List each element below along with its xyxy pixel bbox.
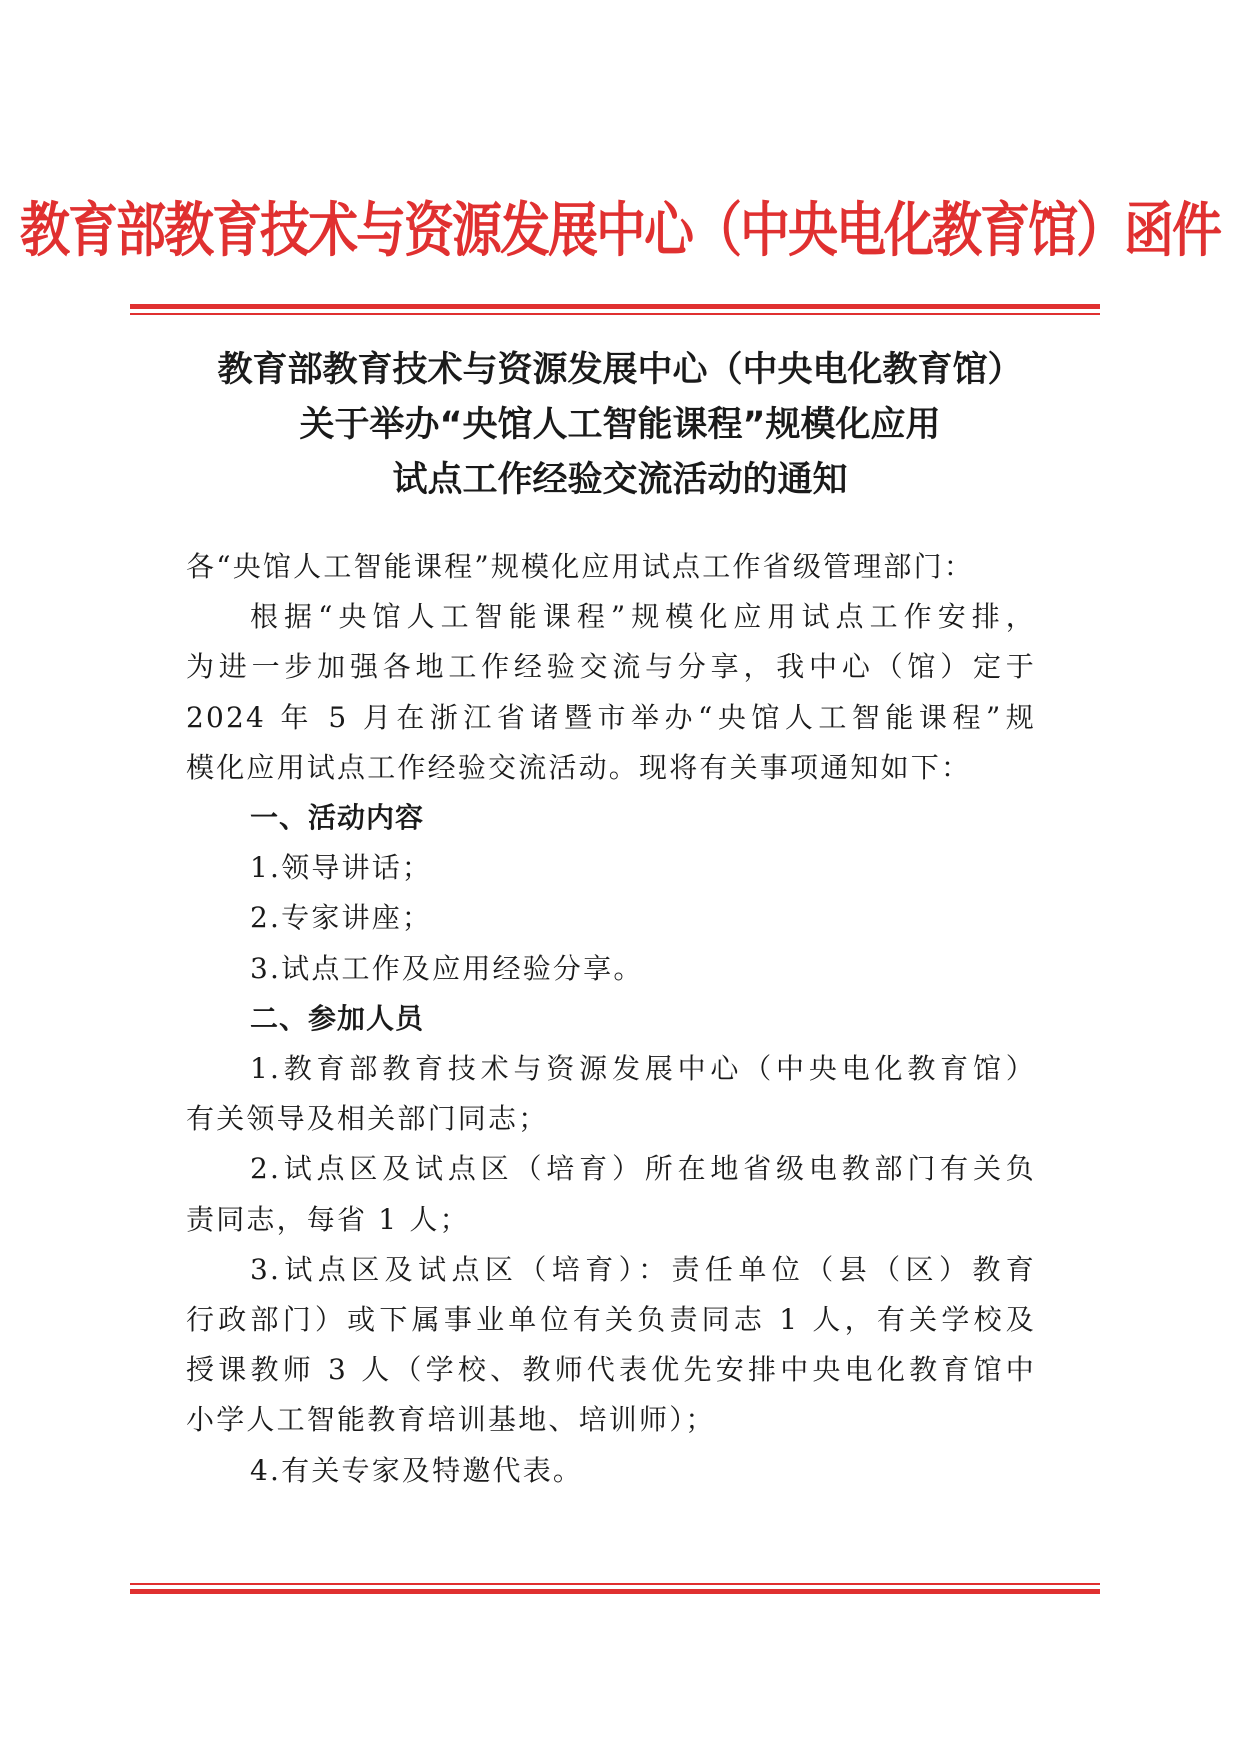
title-line-1: 教育部教育技术与资源发展中心（中央电化教育馆） [217, 350, 1023, 390]
title-line-2: 关于举办“央馆人工智能课程”规模化应用 [299, 405, 941, 445]
letterhead-title: 教育部教育技术与资源发展中心（中央电化教育馆）函件 [20, 196, 1220, 265]
section-2-item-3-line-3: 授课教师 3 人（学校、教师代表优先安排中央电化教育馆中 [186, 1353, 1036, 1387]
section-2-item-1-line-2: 有关领导及相关部门同志； [186, 1102, 549, 1136]
section-1-heading: 一、活动内容 [250, 801, 425, 835]
salutation: 各“央馆人工智能课程”规模化应用试点工作省级管理部门： [186, 550, 975, 583]
intro-line-2: 为进一步加强各地工作经验交流与分享，我中心（馆）定于 [186, 650, 1036, 684]
section-2-item-2-line-2: 责同志，每省 1 人； [186, 1202, 470, 1236]
document-body [186, 542, 1036, 1496]
divider-thick-line [130, 1589, 1100, 1594]
section-1-item: 3.试点工作及应用经验分享。 [250, 951, 644, 985]
footer-divider [130, 1583, 1100, 1594]
letterhead-divider [130, 304, 1100, 315]
section-2-item-3-line-4: 小学人工智能教育培训基地、培训师）； [186, 1403, 716, 1437]
section-2-item-2-line-1: 2.试点区及试点区（培育）所在地省级电教部门有关负 [250, 1152, 1036, 1186]
section-2-item-3-line-2: 行政部门）或下属事业单位有关负责同志 1 人，有关学校及 [186, 1303, 1036, 1337]
section-2-item-3-line-1: 3.试点区及试点区（培育）：责任单位（县（区）教育 [250, 1252, 1036, 1286]
section-1-item: 1.领导讲话； [250, 851, 433, 885]
section-2-item-4: 4.有关专家及特邀代表。 [250, 1453, 584, 1487]
section-2-item-1-line-1: 1.教育部教育技术与资源发展中心（中央电化教育馆） [250, 1052, 1036, 1086]
title-line-3: 试点工作经验交流活动的通知 [392, 460, 848, 500]
divider-thin-line [130, 1583, 1100, 1585]
divider-thick-line [130, 304, 1100, 309]
document-title [0, 343, 1240, 508]
divider-thin-line [130, 313, 1100, 315]
intro-line-4: 模化应用试点工作经验交流活动。现将有关事项通知如下： [186, 750, 972, 784]
intro-line-3: 2024 年 5 月在浙江省诸暨市举办“央馆人工智能课程”规 [186, 700, 1036, 734]
section-2-heading: 二、参加人员 [250, 1001, 425, 1035]
section-1-item: 2.专家讲座； [250, 901, 433, 935]
intro-line-1: 根据“央馆人工智能课程”规模化应用试点工作安排， [250, 600, 1036, 634]
